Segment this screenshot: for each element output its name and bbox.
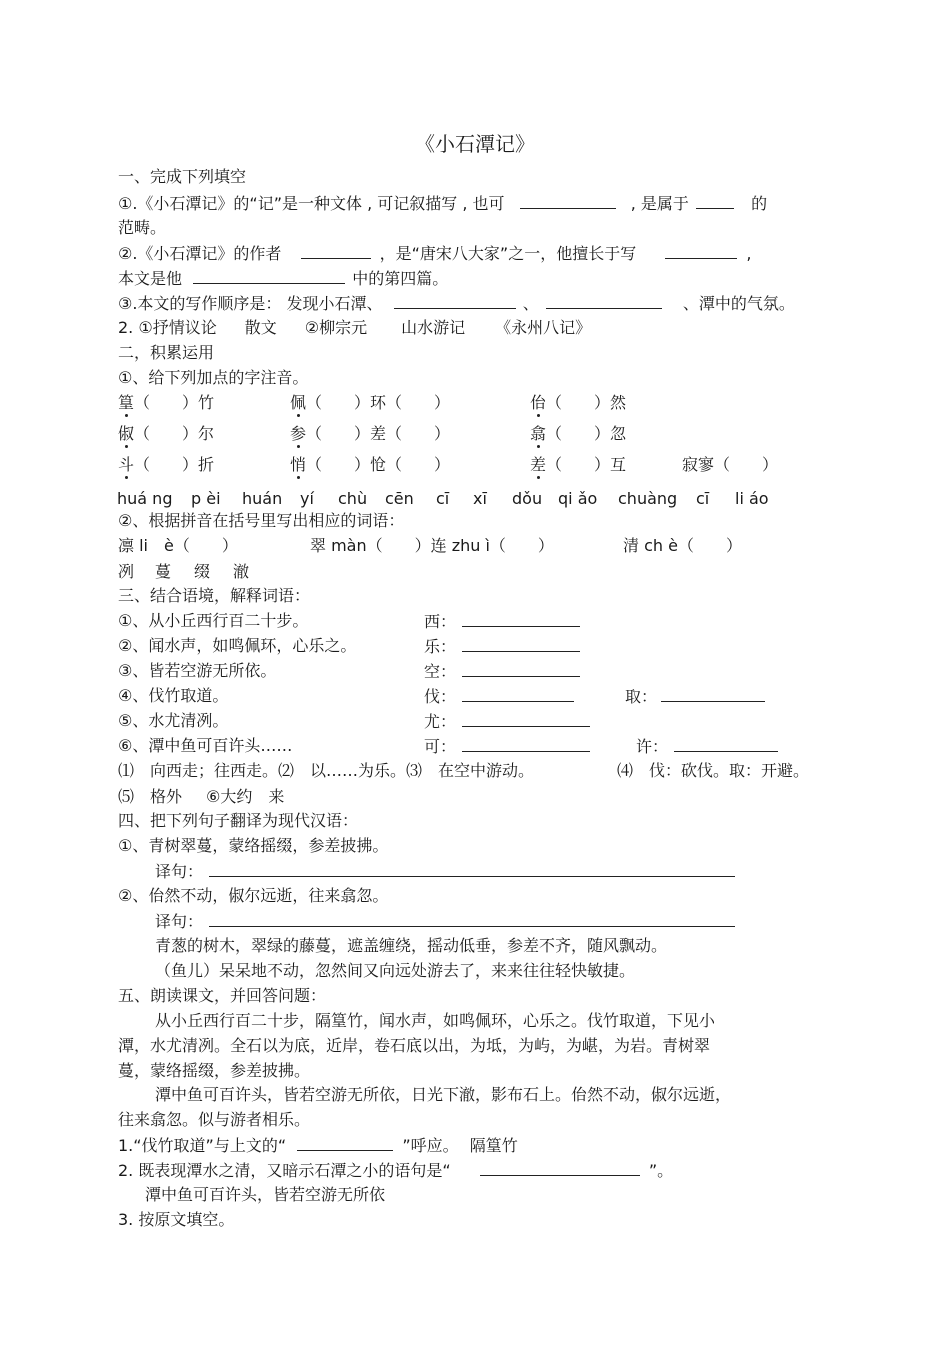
answer-item: 散文 [244,318,277,337]
section-5-heading: 五、朗读课文，并回答问题： [118,986,327,1005]
section-2-heading: 二，积累运用 [118,343,215,362]
answer-item: 山水游记 [401,318,466,337]
s1-q1-line [118,193,767,214]
pinyin: dǒu [512,489,543,508]
s4-q1-translation: 译句： [155,861,735,882]
phonetic-item: 斗（ ）折 [118,455,215,474]
s5-q1: 1.“伐竹取道”与上文的“ ”呼应。 隔篁竹 [118,1136,518,1155]
s1-answer [118,318,591,338]
vocab-sentence: ②、闻水声，如鸣佩环，心乐之。 [118,636,357,655]
vocab-word: 乐： [424,636,580,657]
section-4-heading: 四、把下列句子翻译为现代汉语： [118,811,359,830]
s1-q2-text-c: , [746,244,752,263]
vocab-answers: ⑸ 格外 ⑥大约 来 [118,787,285,806]
s1-q1-text-c: 的 [751,194,768,213]
page-title: 《小石潭记》 [415,132,535,156]
s1-q1-text-b: , 是属于 [630,194,689,213]
pinyin: huán [242,489,283,508]
s1-q1-text: ①.《小石潭记》的“记”是一种文体 , 可记叙描写 , 也可 [118,194,505,213]
s1-q2-text-e: 中的第四篇。 [352,269,449,288]
vocab-word: 取： [625,686,765,707]
vocab-blank[interactable] [462,736,590,752]
s5-q2: 2. 既表现潭水之清，又暗示石潭之小的语句是“ ”。 [118,1161,674,1180]
s5-q2-answer: 潭中鱼可百许头，皆若空游无所依 [145,1185,386,1204]
phonetic-item: 悄（ ）怆（ ） [290,455,451,474]
s5-q1-answer: 隔篁竹 [469,1136,518,1155]
s1-q1-blank-1[interactable] [520,193,616,209]
s1-q1-line2: 范畴。 [118,218,167,237]
phonetic-item: 俶（ ）尔 [118,424,215,443]
passage-line: 潭，水尤清冽。全石以为底，近岸，卷石底以出，为坻，为屿，为嵁，为岩。青树翠 [118,1036,711,1055]
phonetic-item: 佩（ ）环（ ） [290,393,451,412]
s1-q2-text-d: 本文是他 [118,269,183,288]
pinyin: li áo [735,489,769,508]
s1-q2-blank-1[interactable] [301,243,371,259]
s1-q2-line2 [118,268,448,289]
vocab-answers: ⑷ 伐：砍伐。取：开避。 [617,761,810,780]
s4-q2-translation: 译句： [155,911,735,932]
pinyin-question: 清 ch è（ ） [623,536,742,555]
vocab-blank[interactable] [462,661,580,677]
s4-q2: ②、佁然不动，俶尔远逝，往来翕忽。 [118,886,389,905]
s4-q1: ①、青树翠蔓，蒙络摇缀，参差披拂。 [118,836,389,855]
answer-item: ②柳宗元 [304,318,368,337]
s1-q3-text-c: 、潭中的气氛。 [682,294,795,313]
vocab-word: 空： [424,661,580,682]
vocab-sentence: ③、皆若空游无所依。 [118,661,277,680]
vocab-blank[interactable] [661,686,765,702]
phonetic-item: 篁（ ）竹 [118,393,215,412]
s5-q2-blank[interactable] [480,1160,640,1176]
s1-q2-blank-3[interactable] [193,268,345,284]
pinyin-answer: 冽 [118,562,135,581]
vocab-sentence: ①、从小丘西行百二十步。 [118,611,309,630]
pinyin: cī [696,489,710,508]
pinyin: p èi [191,489,221,508]
s1-q3-blank-2[interactable] [546,293,662,309]
s5-q1-blank[interactable] [297,1135,393,1151]
s1-q2-line [118,243,752,264]
s1-q2-text-b: ，是“唐宋八大家”之一，他擅长于写 [379,244,637,263]
pinyin-answer: 蔓 [155,562,172,581]
pinyin-answer: 澈 [233,562,250,581]
translation-blank[interactable] [209,911,735,927]
vocab-blank[interactable] [462,636,580,652]
pinyin: cī [436,489,450,508]
vocab-sentence: ⑤、水尤清冽。 [118,711,229,730]
s1-q2-blank-2[interactable] [665,243,737,259]
s4-answer-1: 青葱的树木，翠绿的藤蔓，遮盖缠绕，摇动低垂，参差不齐，随风飘动。 [155,936,668,955]
pinyin: qi ǎo [558,489,598,508]
vocab-blank[interactable] [462,686,574,702]
vocab-word: 尤： [424,711,590,732]
answer-item: 《永州八记》 [495,318,592,337]
s5-q3: 3. 按原文填空。 [118,1210,235,1229]
vocab-blank[interactable] [674,736,778,752]
s1-q3-text: ③.本文的写作顺序是： 发现小石潭、 [118,294,383,313]
pinyin: cēn [385,489,414,508]
vocab-word: 西： [424,611,580,632]
s4-answer-2: （鱼儿）呆呆地不动，忽然间又向远处游去了，来来往往轻快敏捷。 [155,961,636,980]
phonetic-item: 差（ ）互 [530,455,627,474]
phonetic-item: 翕（ ）忽 [530,424,627,443]
passage-line: 蔓，蒙络摇缀，参差披拂。 [118,1061,311,1080]
pinyin-question: 翠 màn（ ）连 zhu ì（ ） [310,536,554,555]
section-3-heading: 三、结合语境，解释词语： [118,586,311,605]
s1-q2-text: ②.《小石潭记》的作者 [118,244,282,263]
vocab-answers: ⑴ 向西走；往西走。⑵ 以……为乐。⑶ 在空中游动。 [118,761,535,780]
pinyin: xī [473,489,487,508]
pinyin-answer: 缀 [194,562,211,581]
pinyin: chuàng [618,489,678,508]
vocab-sentence: ⑥、潭中鱼可百许头…… [118,736,293,755]
vocab-word: 伐： [424,686,574,707]
passage-line: 往来翕忽。似与游者相乐。 [118,1110,311,1129]
pinyin: huá ng [117,489,173,508]
pinyin: yí [300,489,314,508]
vocab-word: 许： [636,736,778,757]
s1-q3-blank-1[interactable] [394,293,516,309]
s2-q2: ②、根据拼音在括号里写出相应的词语： [118,511,405,530]
phonetic-item: 参（ ）差（ ） [290,424,451,443]
passage-line: 潭中鱼可百许头，皆若空游无所依，日光下澈，影布石上。佁然不动，俶尔远逝， [155,1085,732,1104]
vocab-word: 可： [424,736,590,757]
translation-blank[interactable] [209,861,735,877]
answer-item: 2. ①抒情议论 [118,318,217,337]
vocab-blank[interactable] [462,611,580,627]
s2-q1: ①、给下列加点的字注音。 [118,368,309,387]
s1-q3-text-b: 、 [522,294,539,313]
pinyin: chù [338,489,368,508]
section-1-heading: 一、完成下列填空 [118,167,247,186]
phonetic-item: 佁（ ）然 [530,393,627,412]
pinyin-question: 凛 li è（ ） [118,536,238,555]
vocab-blank[interactable] [462,711,590,727]
vocab-sentence: ④、伐竹取道。 [118,686,229,705]
passage-line: 从小丘西行百二十步，隔篁竹，闻水声，如鸣佩环，心乐之。伐竹取道，下见小 [155,1011,716,1030]
s1-q3-line [118,293,795,314]
phonetic-item: 寂寥（ ） [682,455,779,474]
s1-q1-blank-2[interactable] [696,193,734,209]
